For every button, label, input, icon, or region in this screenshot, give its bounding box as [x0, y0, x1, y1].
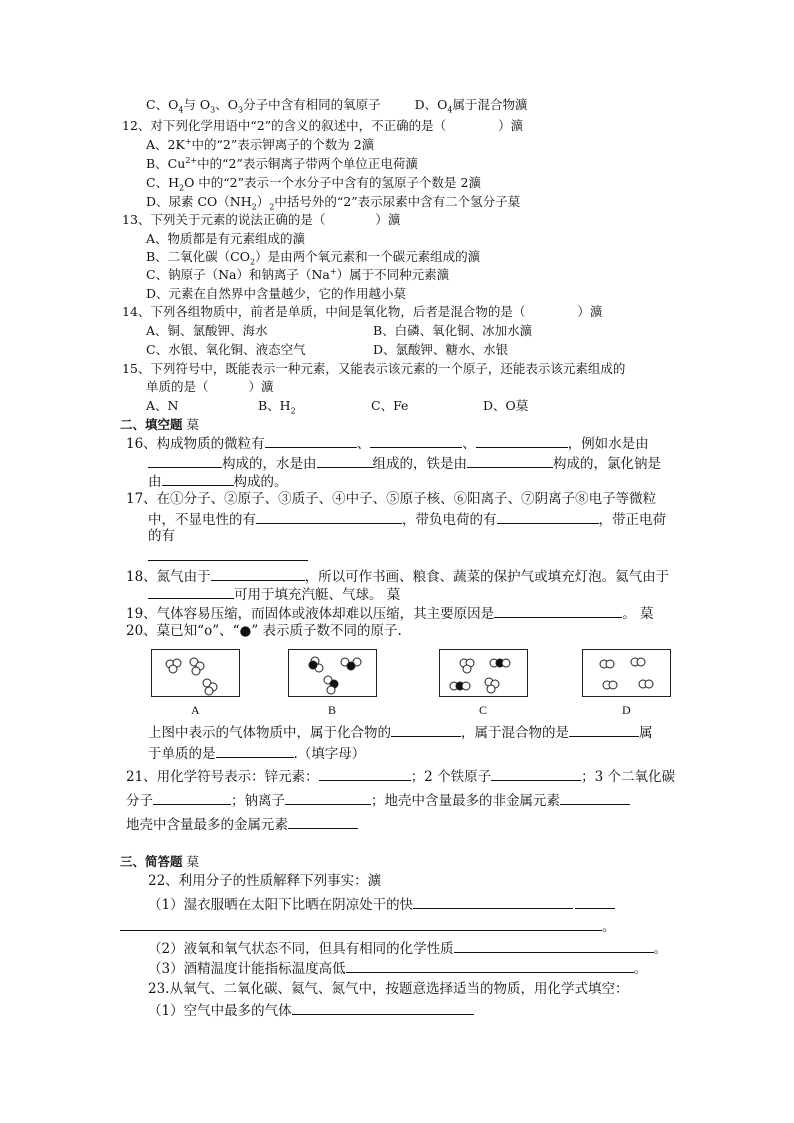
- text-fragment: 20、菒已知“: [126, 623, 205, 639]
- text-fragment: D、O: [414, 97, 448, 112]
- q14-stem: [122, 303, 602, 320]
- diagram-box-a: [151, 649, 240, 697]
- text-fragment: （2）液氧和氧气状态不同，但具有相同的化学性质: [148, 941, 454, 957]
- text-fragment: B、二氧化碳（CO: [146, 249, 250, 264]
- diagram-label-c: C: [479, 703, 488, 717]
- text-fragment: 14、下列各组物质中，前者是单质，中间是氧化物，后者是混合物的是（: [122, 304, 526, 319]
- text-fragment: （1）湿衣服晒在太阳下比晒在阴凉处干的快: [148, 897, 414, 913]
- text-fragment: ，属于混合物的是: [461, 725, 569, 741]
- text-fragment: 简答题: [145, 854, 183, 869]
- q13-stem: [122, 211, 400, 228]
- solid-atom-symbol: ●: [239, 623, 252, 639]
- text-fragment: C、O: [146, 97, 179, 112]
- text-fragment: 16、构成物质的微粒有: [126, 436, 265, 452]
- text-fragment: 中括号外的“2”表示尿素中含有二个氢分子菒: [274, 194, 521, 209]
- text-fragment: 中的“2”表示铜离子带两个单位正电荷瀇: [197, 156, 418, 171]
- script-digit: 2: [251, 202, 257, 212]
- text-fragment: ）瀇: [375, 212, 401, 227]
- text-fragment: 组成的，铁是由: [372, 456, 467, 472]
- q12-option-d: [146, 193, 520, 210]
- text-fragment: ）瀇: [577, 304, 603, 319]
- q23-part-1: [148, 1001, 474, 1020]
- text-fragment: 。 菒: [622, 606, 654, 622]
- text-fragment: 菒: [182, 854, 200, 869]
- molecules-d: [583, 650, 672, 698]
- q11-options-cd: [146, 96, 527, 113]
- text-fragment: 中的“2”表示钾离子的个数为 2瀇: [191, 137, 375, 152]
- text-fragment: ）瀇: [248, 379, 274, 394]
- q15-option-b: [258, 397, 296, 414]
- q18-line-1: [126, 567, 669, 586]
- text-fragment: O 中的“2”表示一个水分子中含有的氢原子个数是 2瀇: [184, 175, 481, 190]
- q13-option-b: [146, 248, 480, 265]
- text-fragment: 属: [639, 725, 653, 741]
- text-fragment: ）瀇: [498, 118, 524, 133]
- section-short-answer-heading: [120, 853, 199, 870]
- text-fragment: ，例如水是由: [567, 436, 649, 452]
- text-fragment: C、钠原子（Na）和钠离子（Na: [146, 267, 330, 282]
- hollow-atom-symbol: o: [204, 623, 213, 639]
- answer-blank[interactable]: [497, 510, 599, 524]
- answer-blank[interactable]: [575, 895, 615, 909]
- text-fragment: 。: [653, 941, 668, 957]
- text-fragment: ，带负电荷的有: [402, 512, 497, 528]
- text-fragment: 构成的，水是由: [222, 456, 317, 472]
- q16-line-2: [148, 454, 661, 473]
- text-fragment: ” 表示质子数不同的原子.: [251, 623, 402, 639]
- q14-option-a: A、铜、氯酸钾、海水: [146, 323, 268, 338]
- section-fill-blank-heading: [120, 416, 199, 433]
- q21-line-1: [126, 767, 675, 786]
- text-fragment: ；钠离子: [231, 793, 285, 809]
- q14-option-c: C、水银、氧化铜、液态空气: [146, 342, 306, 357]
- diagram-label-b: B: [328, 703, 337, 717]
- text-fragment: 属于混合物瀇: [452, 97, 528, 112]
- script-digit: 4: [178, 105, 184, 115]
- script-digit: 3: [210, 105, 216, 115]
- text-fragment: 18、氮气由于: [126, 569, 211, 585]
- molecules-c: [440, 650, 529, 698]
- q18-line-2: [148, 585, 400, 604]
- text-fragment: .（填字母）: [293, 746, 366, 762]
- diagram-box-c: [439, 649, 528, 697]
- text-fragment: 三、: [120, 854, 146, 869]
- answer-blank[interactable]: [560, 791, 630, 805]
- text-fragment: 二、: [120, 417, 146, 432]
- q17-line-2: [148, 510, 666, 529]
- text-fragment: ，所以可作书画、粮食、蔬菜的保护气或填充灯泡。氦气由于: [304, 569, 670, 585]
- text-fragment: 、O: [215, 97, 238, 112]
- text-fragment: ；2 个铁原子: [410, 769, 492, 785]
- text-fragment: ）是由两个氧元素和一个碳元素组成的瀇: [255, 249, 481, 264]
- text-fragment: A、物质都是有元素组成的瀇: [146, 231, 306, 246]
- q21-line-3: [126, 815, 358, 834]
- answer-blank[interactable]: [370, 434, 462, 448]
- answer-blank[interactable]: [467, 454, 553, 468]
- answer-blank[interactable]: [319, 767, 411, 781]
- diagram-box-d: [582, 649, 671, 697]
- text-fragment: 分子中含有相同的氧原子: [243, 97, 381, 112]
- molecules-b: [289, 650, 378, 698]
- script-digit: 2: [290, 406, 296, 416]
- text-fragment: 中，不显电性的有: [148, 512, 256, 528]
- text-fragment: 12、对下列化学用语中“2”的含义的叙述中，不正确的是（: [122, 118, 447, 133]
- diagram-box-b: [288, 649, 377, 697]
- text-fragment: 21、用化学符号表示：锌元素：: [126, 769, 319, 785]
- q15-option-d: D、O菒: [483, 398, 529, 413]
- answer-blank[interactable]: [256, 510, 402, 524]
- q23-stem: 23.从氧气、二氧化碳、氦气、氮气中，按题意选择适当的物质，用化学式填空：: [148, 981, 629, 997]
- answer-blank[interactable]: [413, 895, 573, 909]
- text-fragment: C、H: [146, 175, 179, 190]
- script-digit: 2: [269, 202, 275, 212]
- text-fragment: 与 O: [183, 97, 211, 112]
- q15-stem-2: [146, 378, 274, 395]
- answer-blank[interactable]: [292, 1001, 474, 1015]
- answer-blank[interactable]: [153, 791, 231, 805]
- q15-option-c: C、Fe: [371, 398, 409, 413]
- answer-blank[interactable]: [120, 917, 602, 931]
- q17-blank[interactable]: [148, 547, 308, 561]
- q13-option-c: [146, 266, 449, 283]
- script-digit: 4: [447, 105, 453, 115]
- q16-line-3: [148, 472, 288, 491]
- answer-blank[interactable]: [265, 434, 357, 448]
- text-fragment: 构成的。: [233, 474, 288, 490]
- answer-blank[interactable]: [211, 567, 305, 581]
- text-fragment: B、H: [258, 398, 291, 413]
- q22-part-2: [148, 939, 667, 958]
- answer-blank[interactable]: [148, 454, 222, 468]
- q15-stem: 15、下列符号中，既能表示一种元素，又能表示该元素的一个原子，还能表示该元素组成的: [122, 361, 626, 376]
- script-digit: +: [329, 266, 337, 276]
- text-fragment: （1）空气中最多的气体: [148, 1003, 292, 1019]
- molecules-a: [152, 650, 241, 698]
- q14-option-d: D、氯酸钾、糖水、水银: [373, 342, 509, 357]
- diagram-label-d: D: [622, 703, 631, 717]
- text-fragment: 、: [356, 436, 371, 452]
- text-fragment: ；地壳中含量最多的非金属元素: [371, 793, 560, 809]
- answer-blank[interactable]: [148, 585, 234, 599]
- text-fragment: 上图中表示的气体物质中，属于化合物的: [148, 725, 391, 741]
- q15-option-a: A、N: [146, 398, 179, 413]
- q21-line-2: [126, 791, 630, 810]
- q22-part-3: [148, 959, 647, 978]
- text-fragment: D、尿素 CO（NH: [146, 194, 252, 209]
- q22-part-1: [148, 895, 615, 914]
- q22-stem: 22、利用分子的性质解释下列事实：瀇: [148, 873, 382, 889]
- text-fragment: ”、“: [212, 623, 240, 639]
- answer-blank[interactable]: [216, 744, 294, 758]
- text-fragment: 13、下列关于元素的说法正确的是（: [122, 212, 326, 227]
- text-fragment: 19、气体容易压缩，而固体或液体却难以压缩，其主要原因是: [126, 606, 495, 622]
- answer-blank[interactable]: [569, 723, 639, 737]
- answer-blank[interactable]: [491, 767, 581, 781]
- answer-blank[interactable]: [476, 434, 568, 448]
- text-fragment: B、Cu: [146, 156, 186, 171]
- q13-option-d: [146, 285, 406, 302]
- text-fragment: 构成的，氯化钠是: [553, 456, 661, 472]
- text-fragment: 由: [148, 474, 162, 490]
- answer-blank[interactable]: [285, 791, 371, 805]
- q12-stem: [122, 117, 523, 134]
- text-fragment: （3）酒精温度计能指标温度高低: [148, 961, 346, 977]
- text-fragment: 。: [602, 919, 616, 935]
- answer-blank[interactable]: [454, 939, 654, 953]
- q12-option-b: [146, 155, 418, 172]
- text-fragment: 地壳中含量最多的金属元素: [126, 817, 288, 833]
- answer-blank[interactable]: [288, 815, 358, 829]
- q20-question-2: [148, 744, 365, 763]
- text-fragment: A、2K: [146, 137, 185, 152]
- answer-blank[interactable]: [346, 959, 634, 973]
- answer-blank[interactable]: [162, 472, 234, 486]
- q20-intro: [126, 623, 402, 640]
- text-fragment: 分子: [126, 793, 153, 809]
- script-digit: 2+: [185, 155, 198, 165]
- text-fragment: ；3 个二氧化碳: [581, 769, 675, 785]
- answer-blank[interactable]: [494, 604, 622, 618]
- q17-line-1: 17、在①分子、②原子、③质子、④中子、⑤原子核、⑥阳离子、⑦阴离子⑧电子等微粒: [126, 491, 657, 507]
- script-digit: +: [184, 136, 192, 146]
- q13-option-a: [146, 230, 305, 247]
- q22-part-1-continued: [120, 917, 616, 936]
- q17-line-3: 的有: [148, 528, 175, 544]
- text-fragment: 单质的是（: [146, 379, 209, 394]
- text-fragment: ）属于不同种元素瀇: [336, 267, 450, 282]
- script-digit: 2: [250, 257, 256, 267]
- text-fragment: 于单质的是: [148, 746, 216, 762]
- q12-option-a: [146, 136, 374, 153]
- q19-line: [126, 604, 653, 623]
- text-fragment: ）: [256, 194, 270, 209]
- q12-option-c: [146, 174, 481, 191]
- text-fragment: 可用于填充汽艇、气球。 菒: [234, 587, 401, 603]
- script-digit: 3: [237, 105, 244, 115]
- text-fragment: D、元素在自然界中含量越少，它的作用越小菒: [146, 286, 407, 301]
- q16-line-1: [126, 434, 649, 453]
- q20-question-1: [148, 723, 653, 742]
- text-fragment: 填空题: [145, 417, 183, 432]
- answer-blank[interactable]: [317, 454, 373, 468]
- answer-blank[interactable]: [391, 723, 461, 737]
- text-fragment: 。: [633, 961, 648, 977]
- script-digit: 2: [178, 183, 185, 193]
- q14-option-b: B、白磷、氧化铜、冰加水瀇: [373, 323, 533, 338]
- text-fragment: 菒: [182, 417, 200, 432]
- text-fragment: 、: [462, 436, 476, 452]
- text-fragment: ，带正电荷: [598, 512, 666, 528]
- diagram-label-a: A: [191, 703, 200, 717]
